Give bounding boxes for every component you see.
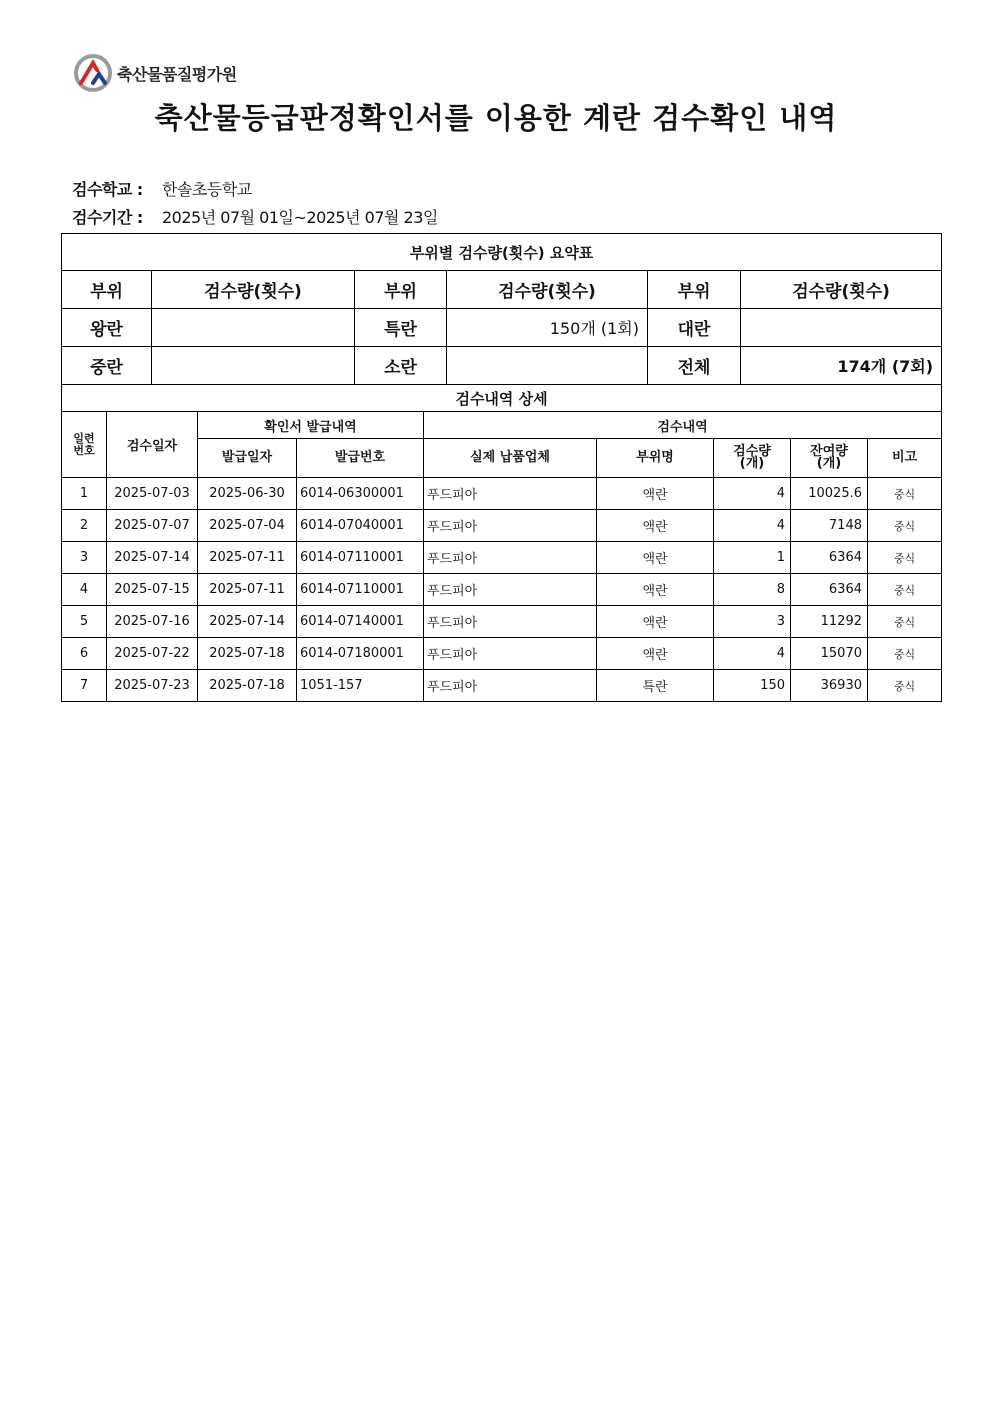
table-row xyxy=(62,638,942,670)
row-part: 특란 xyxy=(597,670,714,702)
period-value: 2025년 07월 01일~2025년 07월 23일 xyxy=(162,207,438,227)
row-qty: 4 xyxy=(714,478,791,510)
table-row xyxy=(62,670,942,702)
row-part: 액란 xyxy=(597,542,714,574)
summary-amount xyxy=(152,309,355,347)
row-issue-no: 6014-07180001 xyxy=(297,638,424,670)
row-part: 액란 xyxy=(597,606,714,638)
row-insp-date: 2025-07-23 xyxy=(107,670,198,702)
row-no: 6 xyxy=(62,638,107,670)
org-logo-icon xyxy=(73,53,113,93)
row-supplier: 푸드피아 xyxy=(424,638,597,670)
table-row xyxy=(62,606,942,638)
row-issue-no: 6014-07140001 xyxy=(297,606,424,638)
summary-title: 부위별 검수량(횟수) 요약표 xyxy=(62,234,942,271)
table-row xyxy=(62,574,942,606)
row-qty: 3 xyxy=(714,606,791,638)
header-remain: 잔여량 (개) xyxy=(791,439,868,478)
row-supplier: 푸드피아 xyxy=(424,542,597,574)
header-insp: 검수내역 xyxy=(424,412,942,439)
summary-amount xyxy=(447,347,648,385)
header-no: 일련 번호 xyxy=(62,412,107,478)
row-remain: 15070 xyxy=(791,638,868,670)
header-issue-date: 발급일자 xyxy=(198,439,297,478)
row-supplier: 푸드피아 xyxy=(424,510,597,542)
summary-part: 특란 xyxy=(355,309,447,347)
table-row xyxy=(62,542,942,574)
row-remain: 6364 xyxy=(791,574,868,606)
row-qty: 8 xyxy=(714,574,791,606)
summary-header: 부위 xyxy=(648,271,741,309)
row-issue-no: 6014-07040001 xyxy=(297,510,424,542)
row-issue-date: 2025-07-04 xyxy=(198,510,297,542)
row-qty: 4 xyxy=(714,510,791,542)
detail-title: 검수내역 상세 xyxy=(62,385,942,412)
org-name: 축산물품질평가원 xyxy=(117,64,237,84)
row-supplier: 푸드피아 xyxy=(424,478,597,510)
school-label: 검수학교 : xyxy=(72,179,143,199)
row-issue-date: 2025-07-18 xyxy=(198,670,297,702)
row-supplier: 푸드피아 xyxy=(424,606,597,638)
row-insp-date: 2025-07-03 xyxy=(107,478,198,510)
header-note: 비고 xyxy=(868,439,942,478)
row-insp-date: 2025-07-14 xyxy=(107,542,198,574)
row-supplier: 푸드피아 xyxy=(424,574,597,606)
summary-part: 소란 xyxy=(355,347,447,385)
period-label: 검수기간 : xyxy=(72,207,143,227)
summary-row xyxy=(62,309,942,347)
row-issue-no: 6014-07110001 xyxy=(297,542,424,574)
row-qty: 150 xyxy=(714,670,791,702)
summary-header: 검수량(횟수) xyxy=(152,271,355,309)
org-logo xyxy=(73,53,273,93)
summary-part: 대란 xyxy=(648,309,741,347)
row-remain: 10025.6 xyxy=(791,478,868,510)
row-insp-date: 2025-07-15 xyxy=(107,574,198,606)
row-issue-date: 2025-07-18 xyxy=(198,638,297,670)
summary-header: 검수량(횟수) xyxy=(447,271,648,309)
row-note: 중식 xyxy=(868,510,942,542)
row-insp-date: 2025-07-22 xyxy=(107,638,198,670)
row-insp-date: 2025-07-16 xyxy=(107,606,198,638)
school-value: 한솔초등학교 xyxy=(162,179,252,199)
detail-title-row xyxy=(62,385,942,412)
row-issue-no: 6014-06300001 xyxy=(297,478,424,510)
row-remain: 36930 xyxy=(791,670,868,702)
row-remain: 7148 xyxy=(791,510,868,542)
row-no: 5 xyxy=(62,606,107,638)
header-insp-date: 검수일자 xyxy=(107,412,198,478)
table-row xyxy=(62,478,942,510)
row-issue-date: 2025-07-11 xyxy=(198,542,297,574)
summary-amount xyxy=(741,309,942,347)
row-supplier: 푸드피아 xyxy=(424,670,597,702)
row-qty: 1 xyxy=(714,542,791,574)
row-no: 3 xyxy=(62,542,107,574)
summary-table xyxy=(61,233,942,385)
summary-part: 중란 xyxy=(62,347,152,385)
row-no: 2 xyxy=(62,510,107,542)
row-note: 중식 xyxy=(868,670,942,702)
row-no: 4 xyxy=(62,574,107,606)
period-row xyxy=(72,204,438,228)
row-note: 중식 xyxy=(868,542,942,574)
school-row xyxy=(72,176,252,200)
summary-part: 전체 xyxy=(648,347,741,385)
row-part: 액란 xyxy=(597,510,714,542)
row-note: 중식 xyxy=(868,606,942,638)
summary-total: 174개 (7회) xyxy=(741,347,942,385)
detail-header-row-1 xyxy=(62,412,942,439)
table-row xyxy=(62,510,942,542)
summary-amount: 150개 (1회) xyxy=(447,309,648,347)
header-issue-no: 발급번호 xyxy=(297,439,424,478)
summary-part: 왕란 xyxy=(62,309,152,347)
row-note: 중식 xyxy=(868,574,942,606)
header-part: 부위명 xyxy=(597,439,714,478)
row-issue-date: 2025-07-14 xyxy=(198,606,297,638)
header-cert: 확인서 발급내역 xyxy=(198,412,424,439)
summary-header: 부위 xyxy=(62,271,152,309)
row-no: 7 xyxy=(62,670,107,702)
summary-header: 부위 xyxy=(355,271,447,309)
row-issue-no: 1051-157 xyxy=(297,670,424,702)
summary-amount xyxy=(152,347,355,385)
summary-row xyxy=(62,347,942,385)
detail-rows xyxy=(62,478,942,702)
row-part: 액란 xyxy=(597,478,714,510)
row-insp-date: 2025-07-07 xyxy=(107,510,198,542)
row-remain: 6364 xyxy=(791,542,868,574)
row-part: 액란 xyxy=(597,574,714,606)
row-issue-date: 2025-06-30 xyxy=(198,478,297,510)
detail-table xyxy=(61,384,942,702)
row-part: 액란 xyxy=(597,638,714,670)
row-qty: 4 xyxy=(714,638,791,670)
row-issue-no: 6014-07110001 xyxy=(297,574,424,606)
summary-header-row xyxy=(62,271,942,309)
row-no: 1 xyxy=(62,478,107,510)
row-note: 중식 xyxy=(868,478,942,510)
header-qty: 검수량 (개) xyxy=(714,439,791,478)
summary-title-row xyxy=(62,234,942,271)
summary-header: 검수량(횟수) xyxy=(741,271,942,309)
row-note: 중식 xyxy=(868,638,942,670)
row-remain: 11292 xyxy=(791,606,868,638)
row-issue-date: 2025-07-11 xyxy=(198,574,297,606)
page-title: 축산물등급판정확인서를 이용한 계란 검수확인 내역 xyxy=(154,101,838,135)
header-supplier: 실제 납품업체 xyxy=(424,439,597,478)
